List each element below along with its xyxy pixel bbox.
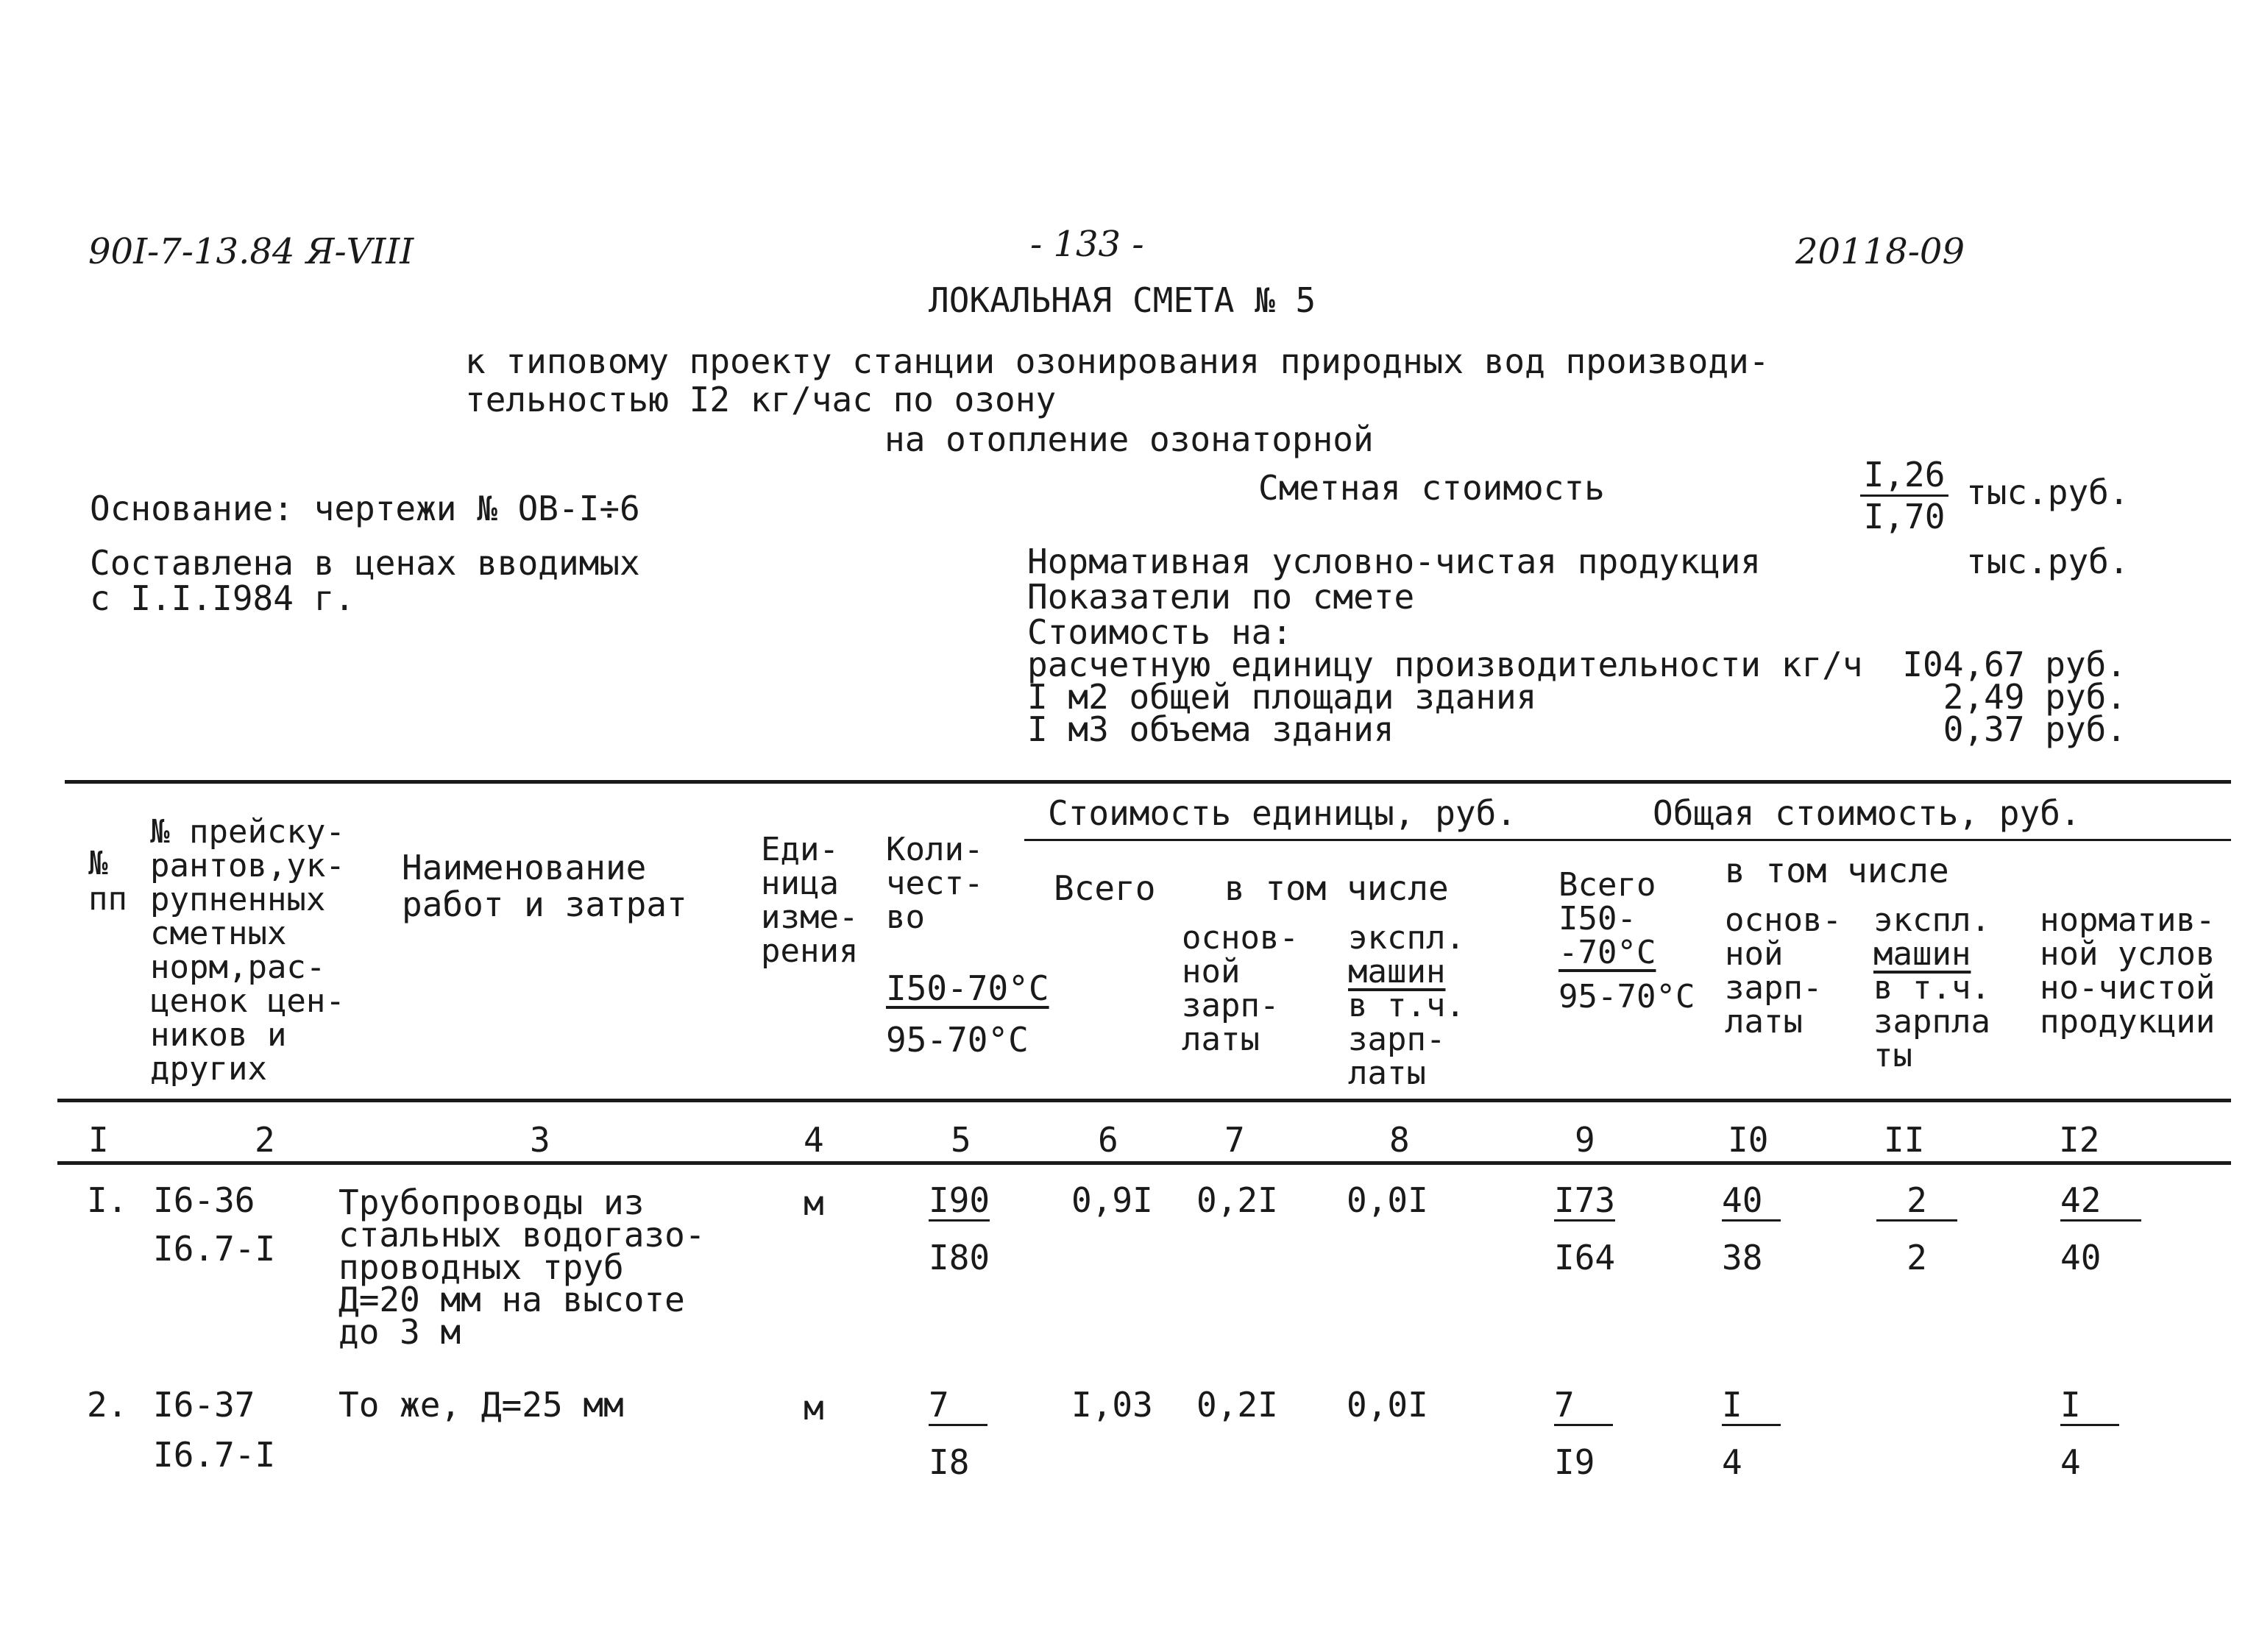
normative-label: Нормативная условно-чистая продукция — [1027, 542, 1761, 581]
col-number-7: 7 — [1224, 1120, 1245, 1160]
row-2-ref-2: I6.7-I — [153, 1435, 276, 1475]
header-total-including: в том числе — [1725, 851, 1949, 890]
header-quantity: Коли- чест- во — [886, 831, 984, 936]
unit-cost-header: Стоимость единицы, руб. — [1048, 793, 1517, 833]
col-number-8: 8 — [1389, 1120, 1410, 1160]
basis-text: Основание: чертежи № ОВ-I÷6 — [90, 489, 640, 528]
header-unit-total: Всего — [1054, 868, 1156, 908]
header-unit-machines: экспл. машин в т.ч. зарп- латы — [1348, 919, 1465, 1092]
row-2-name: То же, Д=25 мм — [338, 1385, 624, 1425]
subtitle-line-1: к типовому проекту станции озонирования природных вод производи- — [465, 341, 1770, 381]
header-total-machines: экспл. машин в т.ч. зарпла ты — [1873, 901, 1990, 1074]
normative-unit: тыс.руб. — [1966, 542, 2129, 581]
col-number-1: I — [88, 1120, 109, 1160]
row-1-no: I. — [87, 1180, 128, 1220]
prices-line-1: Составлена в ценах вводимых — [90, 543, 640, 583]
row-2-ref-1: I6-37 — [153, 1385, 255, 1425]
per-unit-label: расчетную единицу производительности кг/ч — [1027, 645, 1863, 684]
per-m3-label: I м3 объема здания — [1027, 709, 1394, 749]
row-1-name: Трубопроводы из стальных водогазо- проводных труб Д=20 мм на высоте до 3 м — [338, 1183, 706, 1352]
estimate-cost-label: Сметная стоимость — [1258, 468, 1605, 508]
header-total-all: Всего I50- -70°C 95-70°C — [1558, 866, 1695, 1015]
col-number-4: 4 — [804, 1120, 824, 1160]
header-unit: Еди- ница изме- рения — [761, 831, 859, 970]
row-2-unit-wage: 0,2I — [1196, 1385, 1278, 1425]
row-2-quantity: 7 I8 — [929, 1388, 987, 1479]
total-cost-header: Общая стоимость, руб. — [1653, 793, 2081, 833]
column-numbers-rule — [57, 1161, 2231, 1165]
col-number-10: I0 — [1728, 1120, 1769, 1160]
row-2-unit: м — [804, 1388, 824, 1428]
row-2-total-sum: 7 I9 — [1554, 1388, 1613, 1479]
row-1-total-machines: 2 2 — [1876, 1183, 1957, 1275]
col-number-12: I2 — [2059, 1120, 2100, 1160]
estimate-cost-fraction — [1860, 455, 1948, 536]
row-2-unit-total: I,03 — [1071, 1385, 1153, 1425]
subtitle-line-3: на отопление озонаторной — [884, 419, 1374, 459]
header-bottom-rule — [57, 1099, 2231, 1102]
header-price-ref: № прейску- рантов,ук- рупненных сметных норм,рас- ценок цен- ников и других — [150, 813, 345, 1088]
row-2-total-wage: I 4 — [1722, 1388, 1781, 1479]
archive-number: 20118-09 — [1795, 231, 1965, 272]
row-1-total-wage: 40 38 — [1722, 1183, 1781, 1275]
row-1-unit-machines: 0,0I — [1347, 1180, 1428, 1220]
per-m2-value: 2,49 руб. — [1943, 677, 2127, 717]
col-number-6: 6 — [1098, 1120, 1118, 1160]
table-top-rule — [65, 780, 2231, 784]
row-2-no: 2. — [87, 1385, 128, 1425]
row-1-quantity: I90 I80 — [929, 1180, 990, 1277]
document-title: ЛОКАЛЬНАЯ СМЕТА № 5 — [929, 280, 1316, 320]
header-quantity-temp-2: 95-70°C — [886, 1020, 1029, 1060]
per-m2-label: I м2 общей площади здания — [1027, 677, 1537, 717]
per-m3-value: 0,37 руб. — [1943, 709, 2127, 749]
row-1-unit-wage: 0,2I — [1196, 1180, 1278, 1220]
page-number: - 133 - — [1030, 224, 1144, 265]
col-number-2: 2 — [255, 1120, 275, 1160]
indicators-label: Показатели по смете — [1027, 577, 1415, 617]
row-1-total-sum: I73 I64 — [1554, 1180, 1616, 1277]
col-number-5: 5 — [951, 1120, 971, 1160]
row-2-normative: I 4 — [2060, 1388, 2119, 1479]
header-unit-including: в том числе — [1224, 868, 1449, 908]
header-quantity-temp-1: I50-70°C — [886, 968, 1049, 1008]
header-total-base-wage: основ- ной зарп- латы — [1725, 901, 1842, 1041]
row-1-normative: 42 40 — [2060, 1183, 2141, 1275]
col-number-11: II — [1884, 1120, 1925, 1160]
subtitle-line-2: тельностью I2 кг/час по озону — [465, 380, 1057, 419]
header-item-no: № пп — [88, 845, 127, 918]
row-1-ref-2: I6.7-I — [153, 1229, 276, 1269]
prices-line-2: с I.I.I984 г. — [90, 578, 355, 618]
row-1-ref-1: I6-36 — [153, 1180, 255, 1220]
row-1-unit-total: 0,9I — [1071, 1180, 1153, 1220]
header-unit-base-wage: основ- ной зарп- латы — [1182, 919, 1299, 1058]
per-unit-value: I04,67 руб. — [1902, 645, 2127, 684]
estimate-cost-unit: тыс.руб. — [1966, 472, 2129, 512]
header-work-name: Наименование работ и затрат — [402, 848, 687, 924]
col-number-3: 3 — [530, 1120, 550, 1160]
estimate-cost-denominator: I,70 — [1863, 497, 1946, 536]
row-2-unit-machines: 0,0I — [1347, 1385, 1428, 1425]
col-number-9: 9 — [1575, 1120, 1595, 1160]
row-1-unit: м — [804, 1183, 824, 1223]
cost-on-label: Стоимость на: — [1027, 612, 1293, 652]
cost-header-rule — [1024, 839, 2231, 841]
document-code: 90I-7-13.84 Я-VIII — [88, 231, 414, 272]
header-total-normative: норматив- ной услов но-чистой продукции — [2040, 901, 2216, 1041]
estimate-cost-numerator: I,26 — [1860, 458, 1948, 497]
